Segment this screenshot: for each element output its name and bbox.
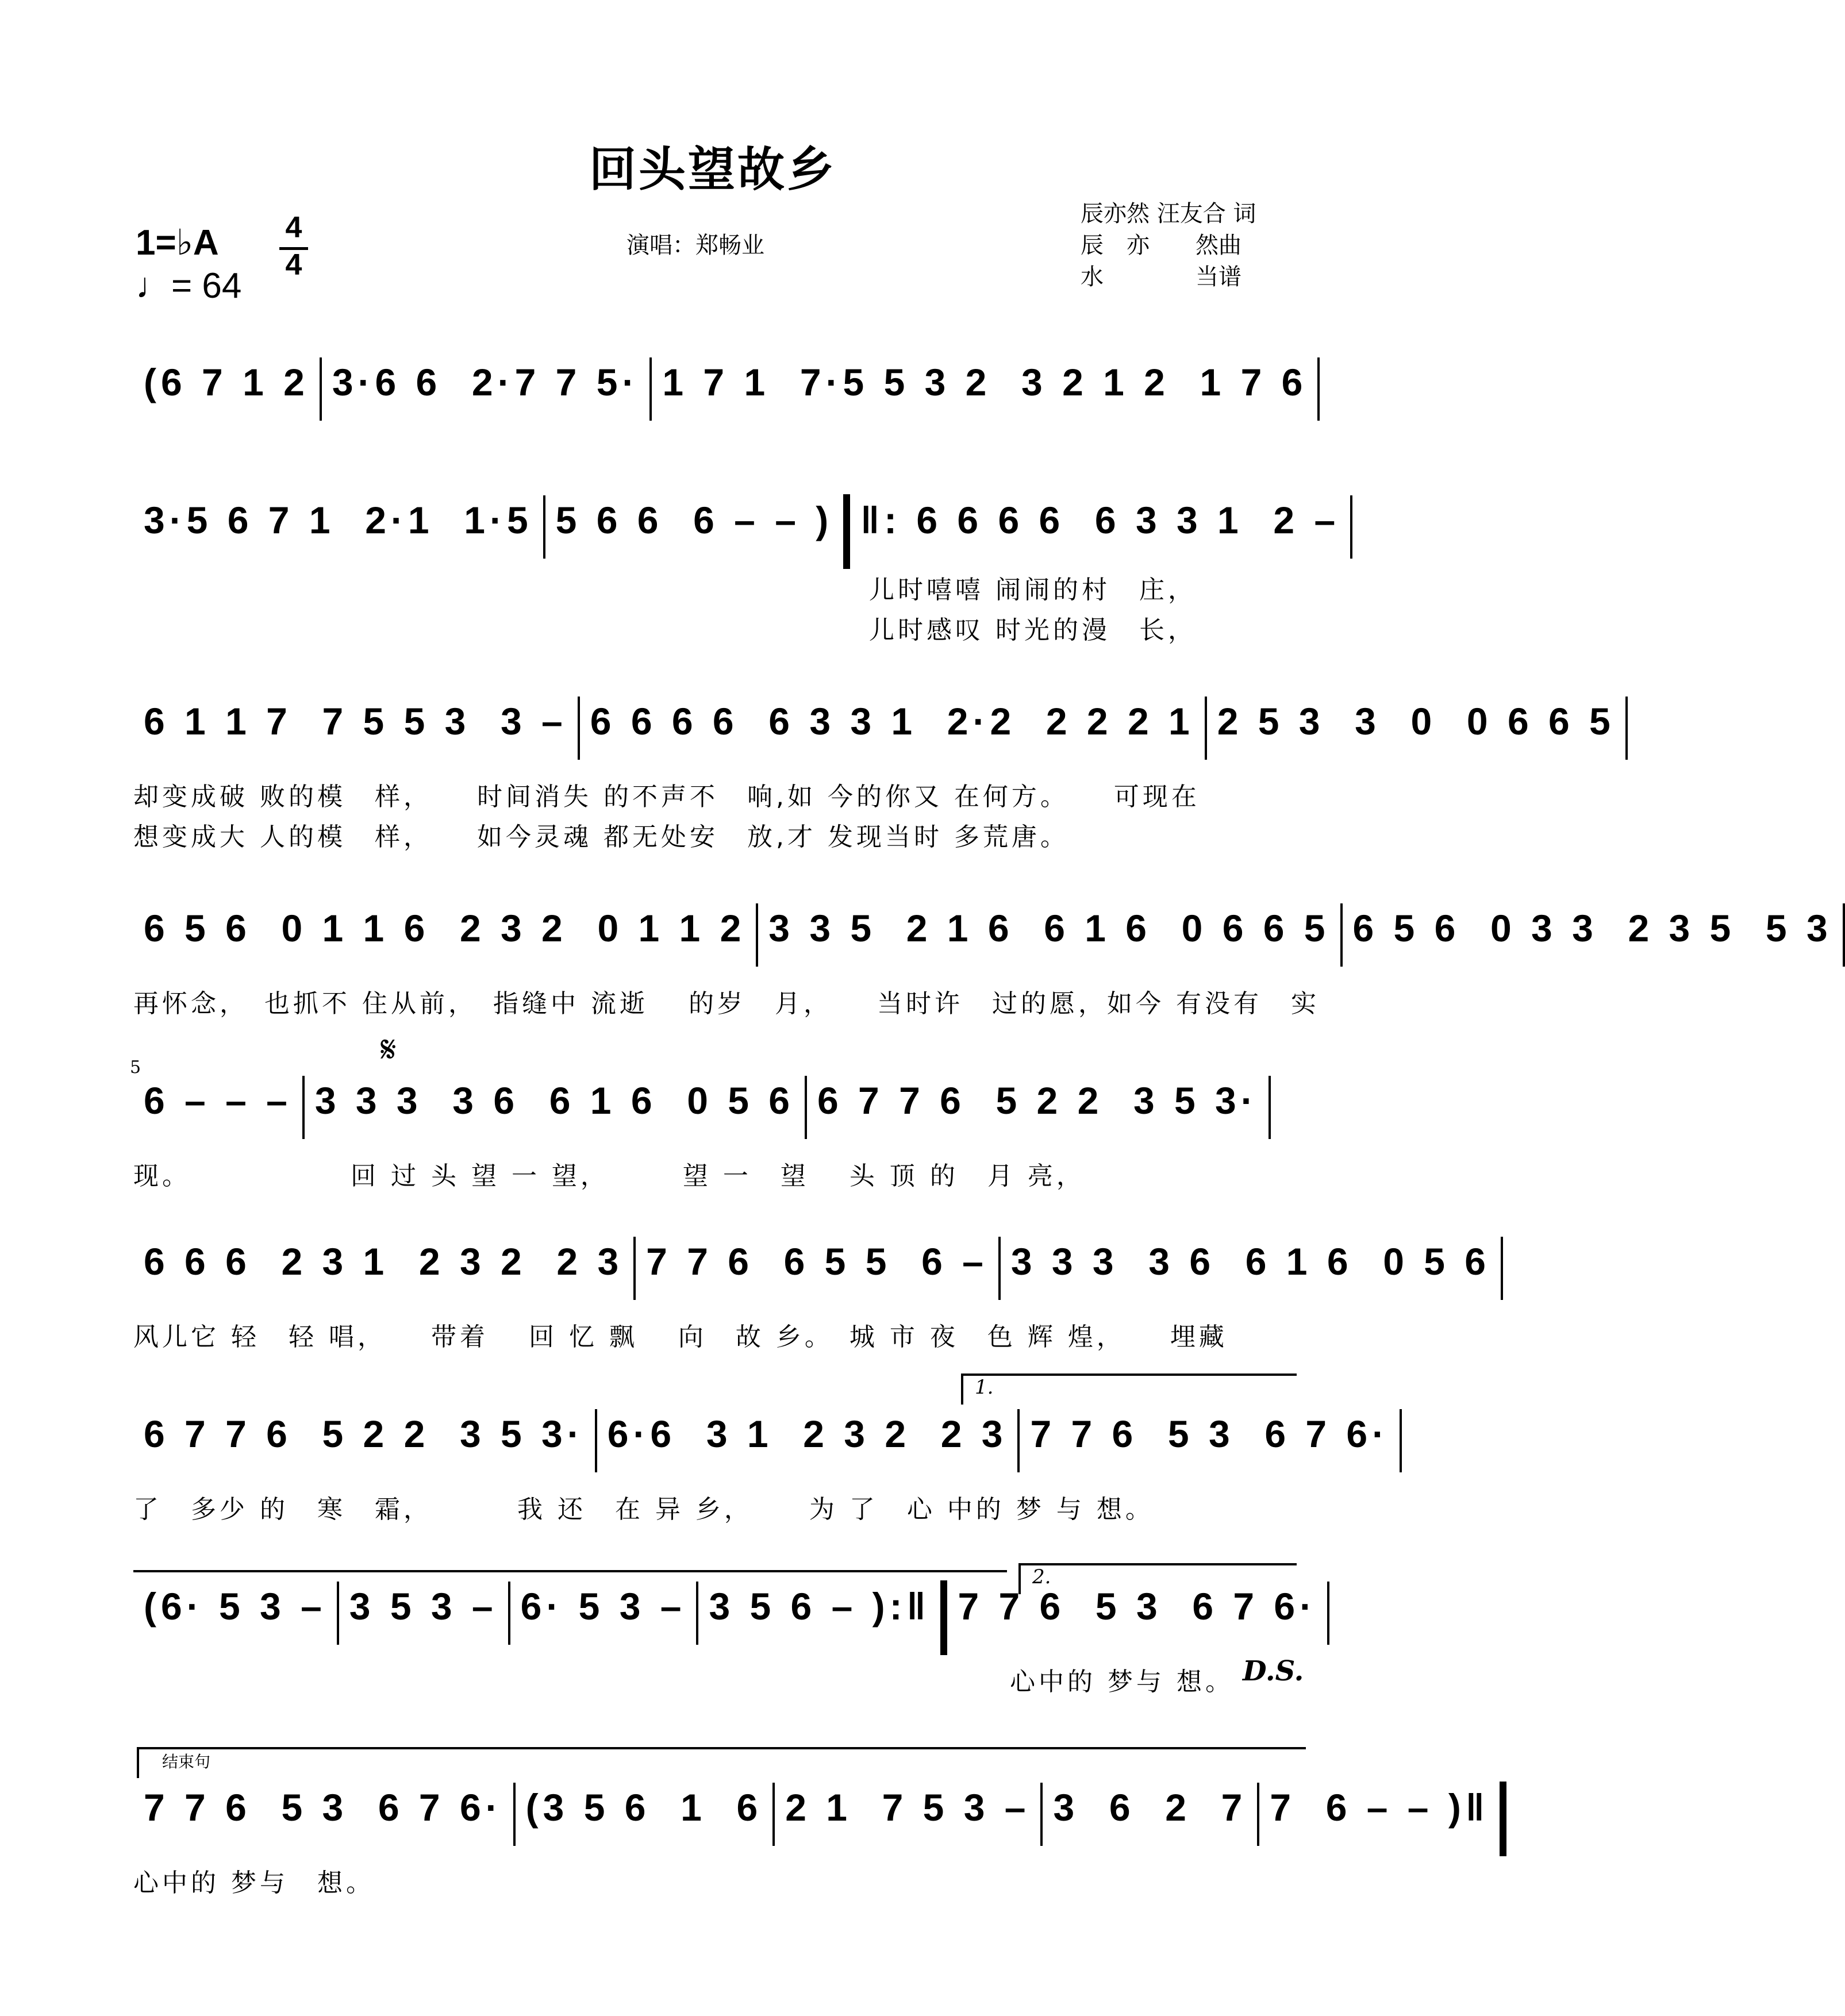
measure: 3 5 6 – ):‖ <box>709 1585 931 1628</box>
barline <box>1350 495 1352 559</box>
measure: 3·6 6 2·7 7 5· <box>332 361 640 403</box>
bracket-line <box>133 1570 1007 1572</box>
measure: 3 5 3 – <box>349 1585 498 1628</box>
page-title: 回头望故乡 <box>589 143 836 197</box>
measure: 7 6 – – )‖ <box>1270 1786 1489 1829</box>
measure: 7 7 6 6 5 5 6 – <box>646 1240 988 1283</box>
system-5-measures <box>133 1080 1271 1167</box>
measure: 3 3 3 3 6 6 1 6 0 5 6 <box>1010 1240 1490 1283</box>
measure: 3·5 6 7 1 2·1 1·5 <box>144 499 533 541</box>
measure: 3 6 2 7 <box>1053 1786 1247 1829</box>
measure: 6 7 7 6 5 2 2 3 5 3· <box>144 1413 585 1455</box>
measure: 6 – – – <box>144 1079 292 1122</box>
measure: 1 7 1 7·5 5 3 2 3 2 1 2 1 7 6 <box>662 361 1308 403</box>
measure: (3 5 6 1 6 <box>525 1786 763 1829</box>
lyric-line: 风儿它 轻 轻 唱， 带着 回 忆 飘 向 故 乡。 城 市 夜 色 辉 煌， 埋藏 <box>133 1322 1228 1352</box>
repeat-end-barline <box>940 1580 947 1655</box>
measure: 6 5 6 0 1 1 6 2 3 2 0 1 1 2 <box>144 907 746 949</box>
measure: 5 6 6 6 – – ) <box>555 499 833 541</box>
lyricist-credit: 辰亦然 汪友合 词 <box>1081 201 1256 227</box>
lyric-line: 了 多少 的 寒 霜， 我 还 在 异 乡， 为 了 心 中的 梦 与 想。 <box>133 1495 1154 1524</box>
measure: 7 7 6 5 3 6 7 6· <box>1030 1413 1390 1455</box>
measure: 7 7 6 5 3 6 7 6· <box>958 1585 1317 1628</box>
lyric-line: 却变成破 败的模 样， 时间消失 的不声不 响,如 今的你又 在何方。 可现在 <box>133 782 1200 811</box>
system-1-measures <box>133 362 1320 448</box>
measure: 7 7 6 5 3 6 7 6· <box>144 1786 503 1829</box>
lyric-line: 心中的 梦与 想。 <box>1010 1667 1234 1696</box>
time-signature-bottom: 4 <box>279 247 308 280</box>
measure: 3 3 5 2 1 6 6 1 6 0 6 6 5 <box>768 907 1330 949</box>
measure: 6·6 3 1 2 3 2 2 3 <box>607 1413 1008 1455</box>
measure: 6· 5 3 – <box>520 1585 686 1628</box>
key-signature: 1=♭A <box>136 223 219 263</box>
volta-1: 1. <box>961 1374 1297 1405</box>
measure: 6 6 6 2 3 1 2 3 2 2 3 <box>144 1240 624 1283</box>
system-4-measures <box>133 908 1845 994</box>
system-9-measures <box>133 1787 1506 1873</box>
barline <box>1625 697 1628 760</box>
grace-note: 5 <box>130 1057 141 1078</box>
system-3-measures <box>133 701 1628 787</box>
lyric-line: 儿时嘻嘻 闹闹的村 庄， <box>869 575 1197 605</box>
barline <box>1269 1076 1271 1139</box>
barline <box>1317 357 1320 421</box>
lyric-line: 现。 回 过 头 望 一 望， 望 一 望 头 顶 的 月 亮， <box>133 1161 1085 1191</box>
dal-segno-mark: D.S. <box>1243 1655 1304 1687</box>
barline <box>1327 1582 1329 1645</box>
final-barline <box>1500 1782 1506 1856</box>
tempo-mark: ♩= 64 <box>136 266 242 306</box>
measure: 2 1 7 5 3 – <box>785 1786 1031 1829</box>
ending-phrase-bracket: 结束句 <box>137 1747 1306 1778</box>
measure: (6· 5 3 – <box>144 1585 326 1628</box>
segno-sign: 𝄋 <box>380 1029 397 1071</box>
measure: 6 1 1 7 7 5 5 3 3 – <box>144 700 567 742</box>
lyric-line: 心中的 梦与 想。 <box>133 1868 375 1898</box>
barline <box>1400 1409 1402 1472</box>
measure: 6 7 7 6 5 2 2 3 5 3· <box>817 1079 1258 1122</box>
time-signature-top: 4 <box>285 211 302 244</box>
volta-2: 2. <box>1018 1563 1297 1594</box>
repeat-start-barline <box>843 494 850 569</box>
lyric-line: 想变成大 人的模 样， 如今灵魂 都无处安 放,才 发现当时 多荒唐。 <box>133 822 1069 852</box>
lyric-line: 再怀念， 也抓不 住从前， 指缝中 流逝 的岁 月， 当时许 过的愿，如今 有没有 实 <box>133 989 1320 1018</box>
singer-credit: 演唱：郑畅业 <box>626 232 764 259</box>
barline <box>1501 1237 1503 1300</box>
lyric-line: 儿时感叹 时光的漫 长， <box>869 615 1197 645</box>
composer-credit: 辰 亦 然曲 <box>1081 232 1241 259</box>
measure: 6 6 6 6 6 3 3 1 2·2 2 2 2 1 <box>590 700 1194 742</box>
measure: (6 7 1 2 <box>144 361 309 403</box>
measure: 2 5 3 3 0 0 6 6 5 <box>1217 700 1615 742</box>
measure: 3 3 3 3 6 6 1 6 0 5 6 <box>314 1079 794 1122</box>
barline <box>1843 903 1845 967</box>
system-7-measures <box>133 1414 1402 1500</box>
measure: 6 5 6 0 3 3 2 3 5 5 3 <box>1352 907 1832 949</box>
measure: ‖: 6 6 6 6 6 3 3 1 2 – <box>860 499 1340 541</box>
transcriber-credit: 水 当谱 <box>1081 264 1241 290</box>
system-8-measures <box>133 1586 1329 1672</box>
system-6-measures <box>133 1241 1503 1328</box>
